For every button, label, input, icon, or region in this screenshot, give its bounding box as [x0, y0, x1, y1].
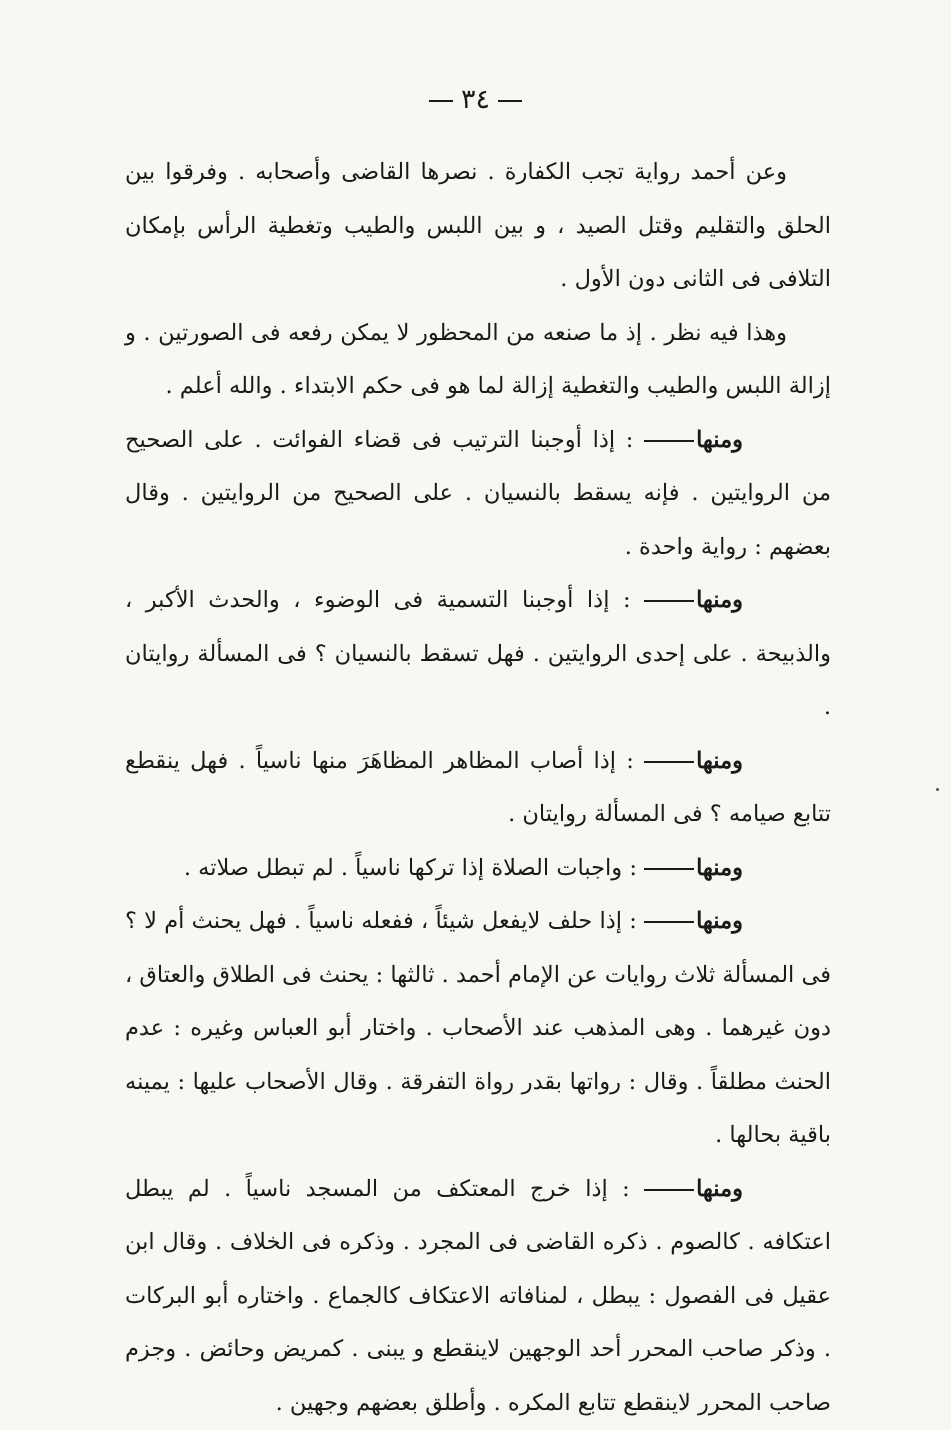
- paragraph-lead: ومنها: [644, 895, 787, 949]
- paragraph-2: [125, 307, 831, 414]
- paragraph-4: [125, 574, 831, 735]
- paragraph-5: [125, 735, 831, 842]
- paragraph-text: : إذا أصاب المظاهر المظاهَرَ منها ناسياً . فهل ينقطع تتابع صيامه ؟ فى المسألة روايتان .: [125, 748, 831, 828]
- paragraph-6: [125, 842, 831, 896]
- paragraph-lead: ومنها: [644, 735, 787, 789]
- paragraph-text: : إذا خرج المعتكف من المسجد ناسياً . لم يبطل اعتكافه . كالصوم . ذكره القاضى فى المجرد . وذكره فى الخلاف . وقال ابن عقيل فى الفصول : يبطل ، لمنافاته الاعتكاف كالجماع . واختاره أبو البركات . وذكر صاحب المحرر أحد الوجهين لاينقطع و يبنى . كمريض وحائض . وجزم صاحب المحرر لاينقطع تتابع المكره . وأطلق بعضهم وجهين .: [125, 1176, 831, 1416]
- paragraph-lead: ومنها: [644, 1163, 787, 1217]
- paragraph-1: [125, 146, 831, 307]
- paragraph-text: : إذا حلف لايفعل شيئاً ، ففعله ناسياً . فهل يحنث أم لا ؟ فى المسألة ثلاث روايات عن الإمام أحمد . ثالثها : يحنث فى الطلاق والعتاق ، دون غيرهما . وهى المذهب عند الأصحاب . واختار أبو العباس وغيره : عدم الحنث مطلقاً . وقال : رواتها بقدر رواة التفرقة . وقال الأصحاب عليها : يمينه باقية بحالها .: [125, 908, 831, 1148]
- page-body: [125, 146, 831, 1430]
- paragraph-3: [125, 414, 831, 575]
- paragraph-text: : إذا أوجبنا التسمية فى الوضوء ، والحدث الأكبر ، والذبيحة . على إحدى الروايتين . فهل تسقط بالنسيان ؟ فى المسألة روايتان .: [125, 587, 831, 720]
- paragraph-text: : واجبات الصلاة إذا تركها ناسياً . لم تبطل صلاته .: [184, 855, 637, 881]
- paragraph-text: وعن أحمد رواية تجب الكفارة . نصرها القاضى وأصحابه . وفرقوا بين الحلق والتقليم وقتل الصيد ، و بين اللبس والطيب وتغطية الرأس بإمكان التلافى فى الثانى دون الأول .: [125, 159, 831, 292]
- page-number-text: ٣٤: [461, 84, 490, 115]
- page-number: [0, 80, 951, 120]
- paragraph-7: [125, 895, 831, 1163]
- margin-speck: [936, 788, 939, 791]
- page-number-dash-right: [498, 100, 522, 102]
- paragraph-lead: ومنها: [644, 414, 787, 468]
- paragraph-8: [125, 1163, 831, 1430]
- page-number-dash-left: [429, 100, 453, 102]
- paragraph-lead: ومنها: [644, 574, 787, 628]
- paragraph-lead: ومنها: [644, 842, 787, 896]
- paragraph-text: وهذا فيه نظر . إذ ما صنعه من المحظور لا يمكن رفعه فى الصورتين . و إزالة اللبس والطيب والتغطية إزالة لما هو فى حكم الابتداء . والله أعلم .: [125, 320, 831, 400]
- paragraph-text: : إذا أوجبنا الترتيب فى قضاء الفوائت . على الصحيح من الروايتين . فإنه يسقط بالنسيان . على الصحيح من الروايتين . وقال بعضهم : رواية واحدة .: [125, 427, 831, 560]
